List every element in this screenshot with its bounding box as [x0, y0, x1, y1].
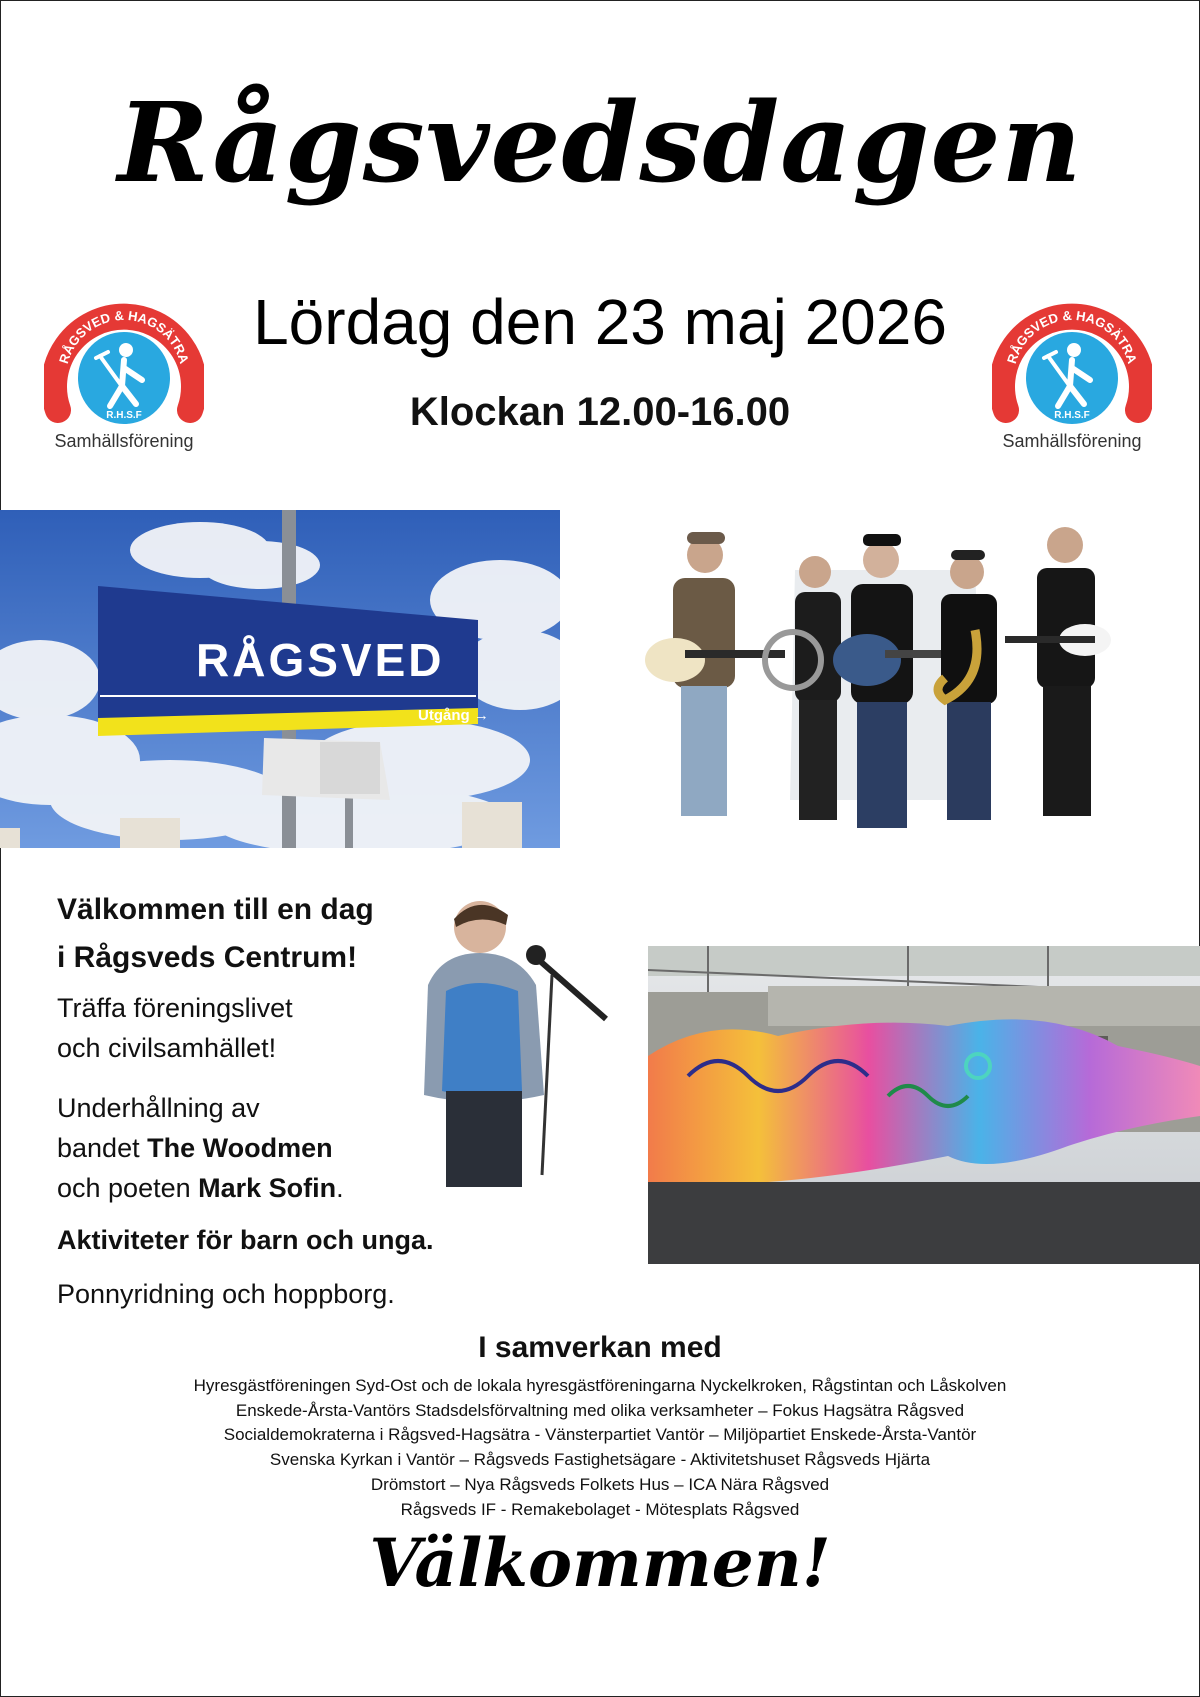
collab-heading: I samverkan med — [478, 1331, 722, 1364]
entertainment-text — [57, 1088, 457, 1208]
poet-suffix: . — [336, 1173, 344, 1203]
station-sign-photo — [0, 510, 560, 848]
collab-line: Hyresgästföreningen Syd-Ost och de lokala hyresgästföreningarna Nyckelkroken, Rågstintan och Låskolven — [193, 1376, 1007, 1395]
kids-activities: Aktiviteter för barn och unga. — [57, 1225, 434, 1255]
entertainment-line-1: Underhållning av — [57, 1093, 260, 1123]
logo-initials: R.H.S.F — [1054, 410, 1090, 421]
logo-arc-text: RÅGSVED & HAGSÄTRA — [1003, 307, 1141, 366]
meet-line-1: Träffa föreningslivet — [57, 993, 293, 1023]
poet-prefix: och poeten — [57, 1173, 199, 1203]
welcome-text: Välkommen! — [369, 1524, 831, 1602]
logo-arc-text: RÅGSVED & HAGSÄTRA — [55, 307, 193, 366]
event-date: Lördag den 23 maj 2026 — [253, 286, 947, 358]
collab-line: Enskede-Årsta-Vantörs Stadsdelsförvaltning med olika verksamheter – Fokus Hagsätra Rågsved — [235, 1400, 965, 1420]
logo-label: Samhällsförening — [40, 432, 208, 450]
station-exit: Utgång → — [418, 707, 489, 724]
poet-name: Mark Sofin — [198, 1173, 337, 1203]
intro-line-2: i Rågsveds Centrum! — [57, 941, 358, 974]
logo-label: Samhällsförening — [988, 432, 1156, 450]
mural-photo — [648, 946, 1200, 1264]
event-time: Klockan 12.00-16.00 — [409, 390, 791, 434]
collab-line: Rågsveds IF - Remakebolaget - Mötesplats Rågsved — [400, 1499, 800, 1519]
entertainment-line-3 — [57, 1168, 457, 1208]
band-name: The Woodmen — [147, 1133, 333, 1163]
band-photo — [645, 510, 1125, 855]
intro-heading — [57, 886, 457, 982]
collab-line: Socialdemokraterna i Rågsved-Hagsätra - Vänsterpartiet Vantör – Miljöpartiet Enskede-Årsta-Vantör — [223, 1425, 977, 1445]
entertainment-line-2 — [57, 1128, 457, 1168]
society-logo-left — [44, 298, 204, 458]
logo-initials: R.H.S.F — [106, 410, 142, 421]
collab-line: Drömstort – Nya Rågsveds Folkets Hus – ICA Nära Rågsved — [370, 1474, 830, 1494]
station-name: RÅGSVED — [196, 634, 445, 686]
meet-text — [57, 988, 457, 1068]
collab-line: Svenska Kyrkan i Vantör – Rågsveds Fastighetsägare - Aktivitetshuset Rågsveds Hjärta — [269, 1450, 931, 1470]
meet-line-2: och civilsamhället! — [57, 1033, 277, 1063]
collab-list — [0, 1374, 1200, 1522]
society-logo-right — [992, 298, 1152, 458]
pony-text: Ponnyridning och hoppborg. — [57, 1279, 395, 1309]
poster-title: Rågsvedsdagen — [117, 78, 1083, 207]
band-prefix: bandet — [57, 1133, 148, 1163]
intro-line-1: Välkommen till en dag — [57, 893, 374, 926]
